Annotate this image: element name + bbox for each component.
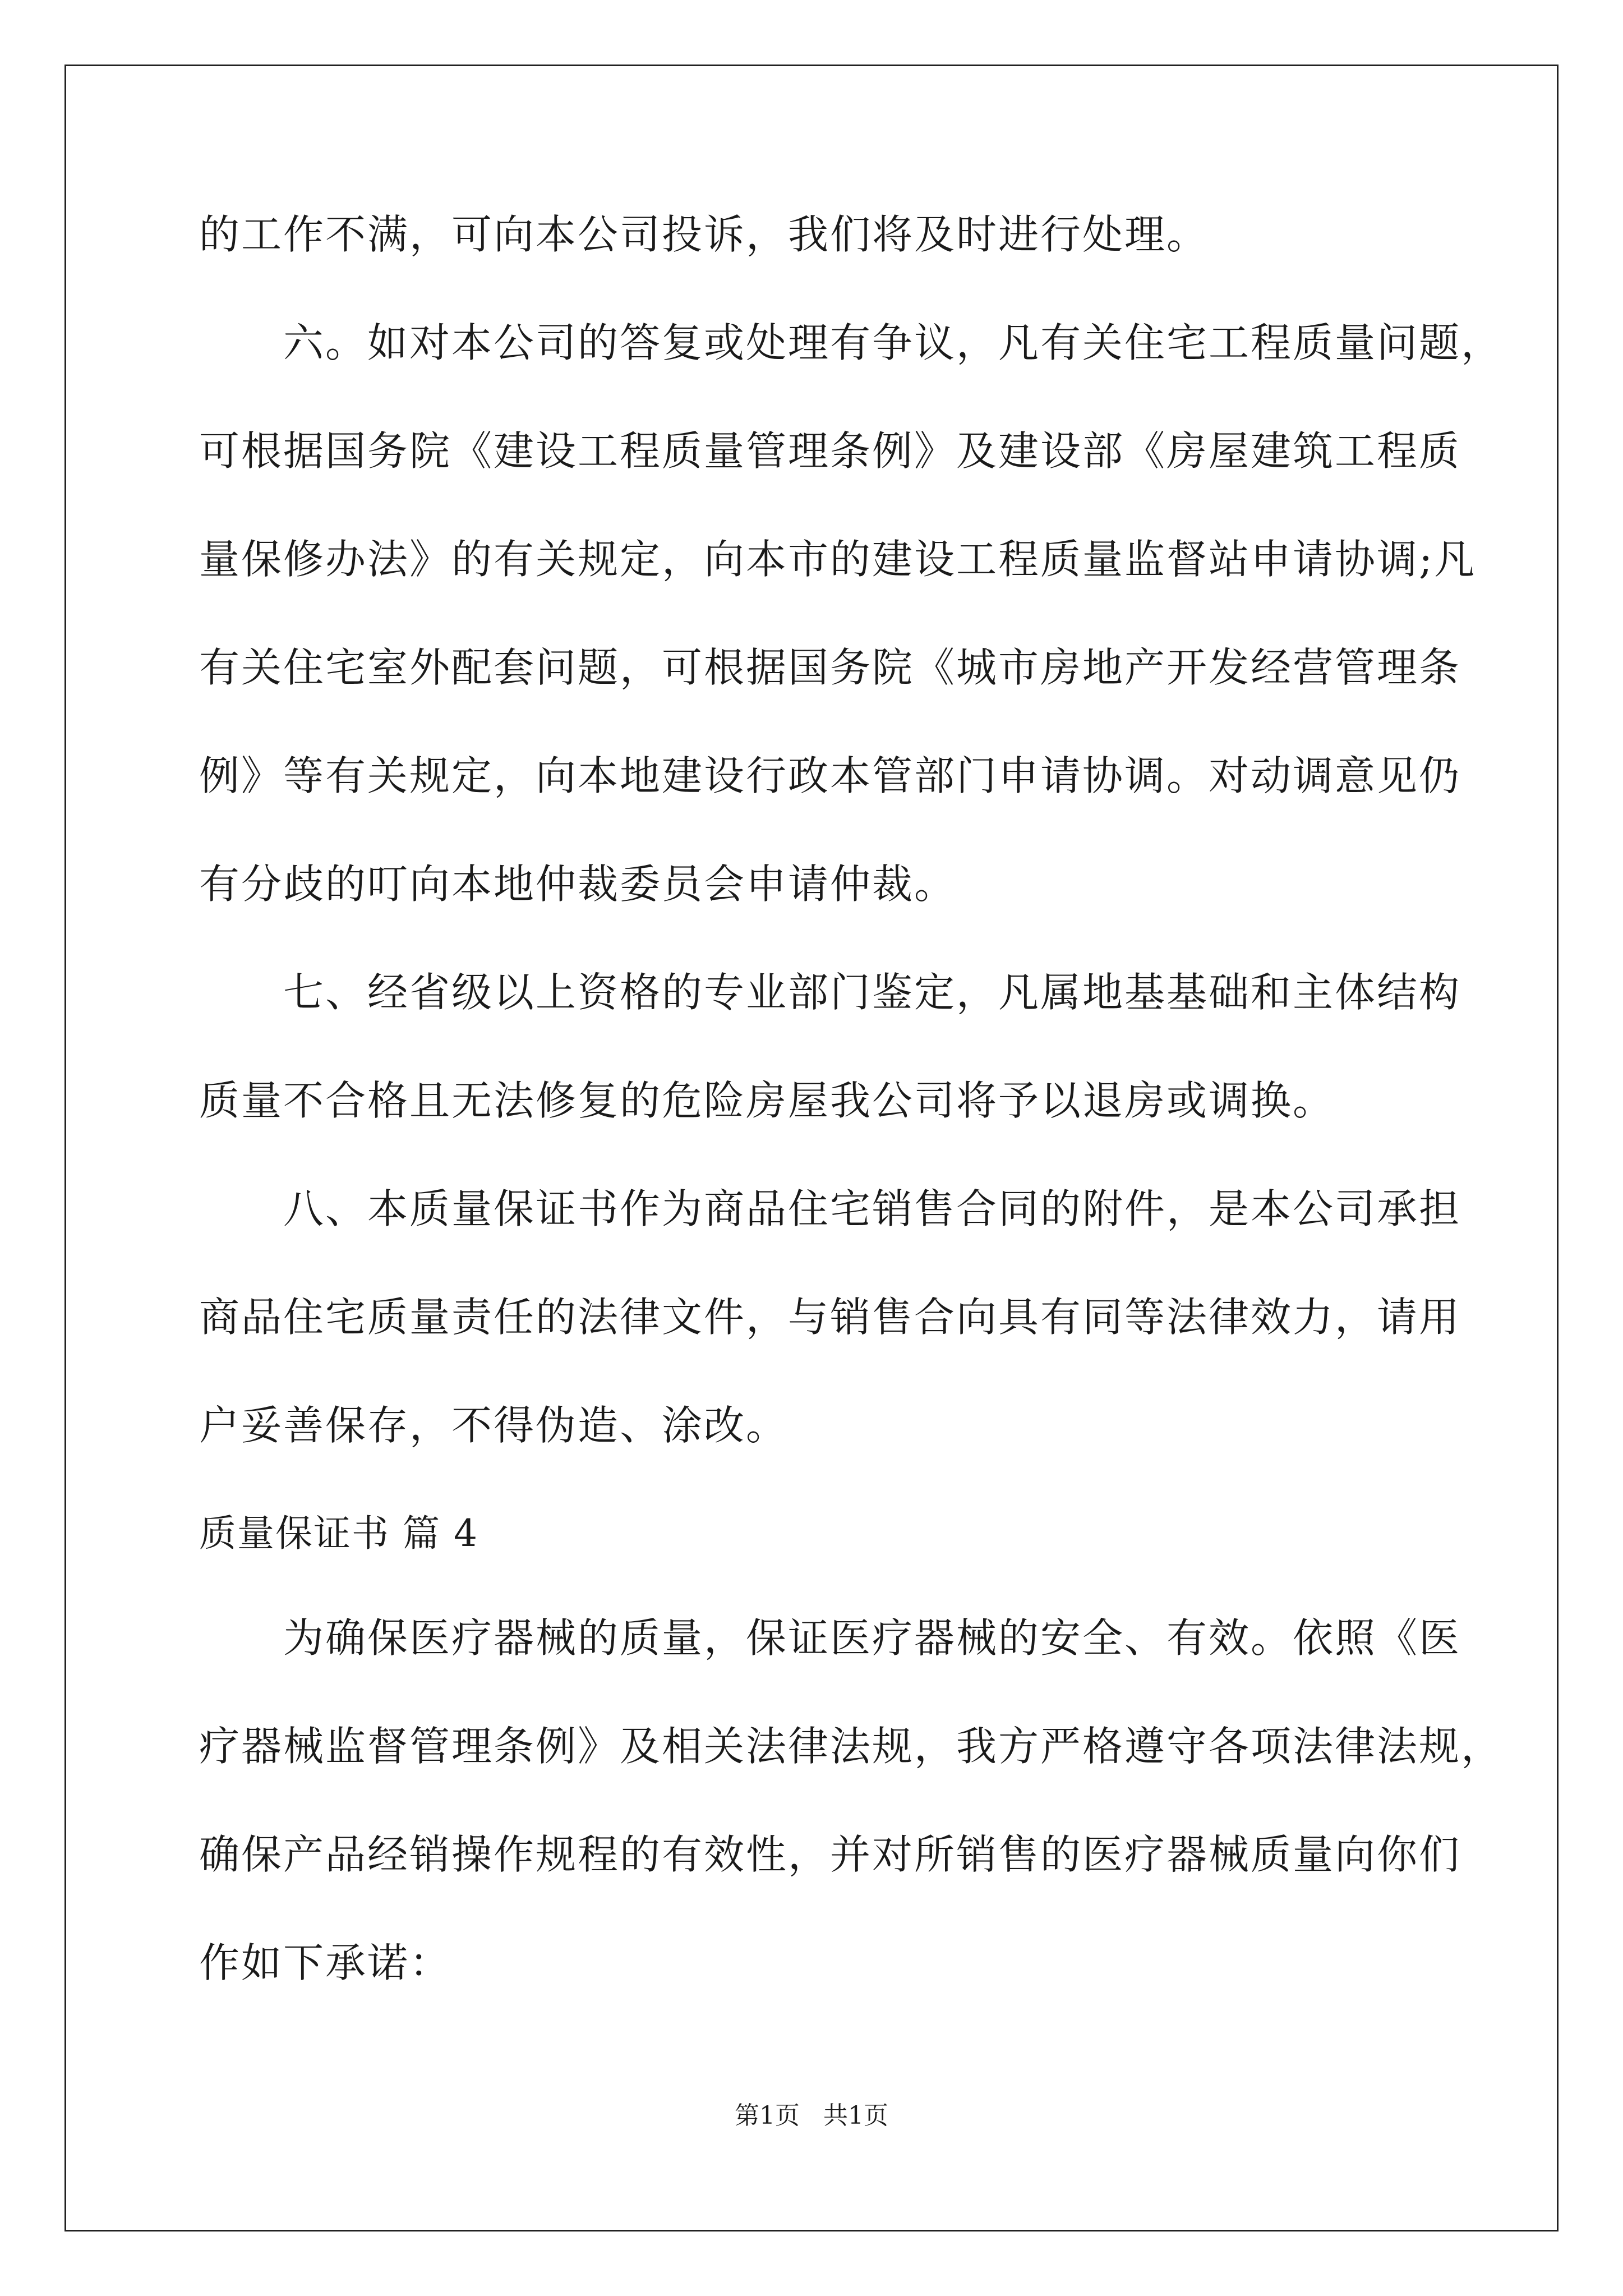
text-line: 可根据国务院《建设工程质量管理条例》及建设部《房屋建筑工程质 xyxy=(199,427,1461,475)
text-line: 确保产品经销操作规程的有效性，并对所销售的医疗器械质量向你们 xyxy=(199,1831,1461,1878)
text-line: 有关住宅室外配套问题，可根据国务院《城市房地产开发经营管理条 xyxy=(199,644,1461,691)
text-line: 六。如对本公司的答复或处理有争议，凡有关住宅工程质量问题， xyxy=(283,319,1504,366)
section-heading: 质量保证书 篇 4 xyxy=(199,1512,478,1555)
text-line: 为确保医疗器械的质量，保证医疗器械的安全、有效。依照《医 xyxy=(283,1614,1461,1662)
document-body xyxy=(199,211,1504,2050)
text-line: 有分歧的叮向本地仲裁委员会申请仲裁。 xyxy=(199,861,957,908)
text-line: 质量不合格且无法修复的危险房屋我公司将予以退房或调换。 xyxy=(199,1077,1335,1124)
text-line: 例》等有关规定，向本地建设行政本管部门申请协调。对动调意见仍 xyxy=(199,752,1461,799)
text-line: 户妥善保存，不得伪造、涂改。 xyxy=(199,1402,789,1449)
text-line: 疗器械监督管理条例》及相关法律法规，我方严格遵守各项法律法规， xyxy=(199,1723,1504,1770)
text-line: 商品住宅质量责任的法律文件，与销售合向具有同等法律效力，请用 xyxy=(199,1294,1461,1341)
text-line: 量保修办法》的有关规定，向本市的建设工程质量监督站申请协调;凡 xyxy=(199,536,1477,583)
text-line: 八、本质量保证书作为商品住宅销售合同的附件，是本公司承担 xyxy=(283,1185,1461,1232)
text-line: 七、经省级以上资格的专业部门鉴定，凡属地基基础和主体结构 xyxy=(283,969,1461,1016)
text-line: 的工作不满，可向本公司投诉，我们将及时进行处理。 xyxy=(199,211,1209,258)
text-line: 作如下承诺： xyxy=(199,1939,452,1986)
page-footer: 第1页 共1页 xyxy=(735,2101,888,2130)
